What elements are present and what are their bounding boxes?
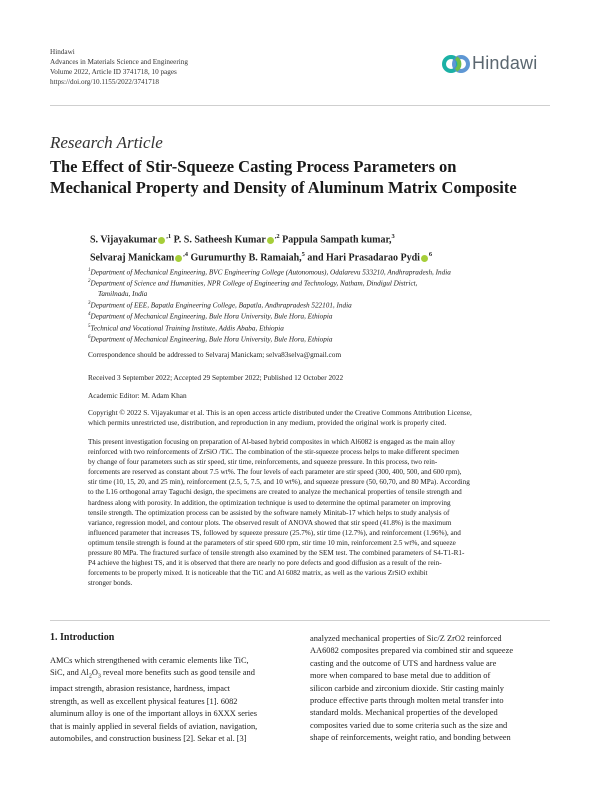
orcid-icon[interactable]: [175, 255, 182, 262]
abstract-line: influenced parameter that increases TS, followed by squeeze pressure (25.7%), stir time (12.7%), and reinforcement (1.96%), and: [88, 528, 461, 537]
abstract: [88, 437, 550, 588]
author-name[interactable]: Gurumurthy B. Ramaiah,: [190, 252, 302, 264]
abstract-line: P4 achieve the highest TS, and it is observed that there are nearly no pore defects and good diffusion as a result of the rein-: [88, 559, 442, 568]
abstract-line: stronger bonds.: [88, 579, 133, 588]
left-column: AMCs which strengthened with ceramic elements like TiC, SiC, and $Al_2O_3$ reveal more benefits such as good tensile and impact strength, abrasion resistance, hardness, impact strength, as well as excellent physical features [1]. 6082 aluminum alloy is one of the important alloys in 6XXX series that is mainly applied in several fields of aviation, navigation, automobiles, and construction business [2]. Sekar et al. [3]: [50, 656, 258, 744]
author-name[interactable]: P. S. Satheesh Kumar: [173, 234, 266, 246]
author-name[interactable]: S. Vijayakumar: [90, 234, 158, 246]
orcid-icon[interactable]: [267, 237, 274, 244]
journal-info: [50, 47, 188, 87]
author-name[interactable]: and Hari Prasadarao Pydi: [307, 252, 420, 264]
author-name[interactable]: Selvaraj Manickam: [90, 252, 175, 264]
affiliation: $^6$Department of Mechanical Engineering, Bule Hora University, Bule Hora, Ethiopia: [88, 334, 333, 344]
abstract-line: stir time (10, 15, 20, and 25 min), reinforcement (2.5, 5, 7.5, and 10 wt%), and squeeze pressure (50, 60,70, and 80 MPa). According: [88, 478, 470, 487]
abstract-line: forcements are reserved as constant about 7.5 wt%. The four levels of each parameter are stir speed (300, 400, 500, and 600 rpm),: [88, 468, 462, 477]
academic-editor: Academic Editor: M. Adam Khan: [88, 391, 187, 400]
publisher-name: Hindawi: [50, 48, 75, 56]
title-line: Mechanical Property and Density of Aluminum Matrix Composite: [50, 178, 517, 197]
abstract-line: variance, regression model, and contour plots. The observed result of ANOVA showed that stir speed (41.8%) is the maximum: [88, 518, 452, 527]
hindawi-logo-icon: [442, 50, 472, 78]
abstract-line: forcements to be properly mixed. It is noticeable that the TiC and Al 6082 matrix, as well as the various ZrSiO exhibit: [88, 569, 428, 578]
abstract-line: pressure 80 MPa. The fractured surface of tensile strength also examined by the SEM test. The combined parameters of S4-T1-R1-: [88, 549, 465, 558]
volume-info: Volume 2022, Article ID 3741718, 10 pages: [50, 68, 177, 76]
affiliation: $^1$Department of Mechanical Engineering, BVC Engineering College (Autonomous), Odalarevu 533210, Andhrapradesh, India: [88, 268, 451, 277]
journal-name: Advances in Materials Science and Engineering: [50, 58, 188, 66]
article-dates: Received 3 September 2022; Accepted 29 September 2022; Published 12 October 2022: [88, 373, 344, 382]
hindawi-logo: [442, 50, 557, 78]
doi-link[interactable]: https://doi.org/10.1155/2022/3741718: [50, 78, 160, 86]
abstract-line: This present investigation focusing on preparation of Al-based hybrid composites in which Al6082 is engaged as the main alloy: [88, 438, 455, 446]
abstract-line: to the L16 orthogonal array Taguchi design, the specimens are created to analyze the mechanical properties of tensile strength and: [88, 488, 462, 497]
affiliation: $^5$Technical and Vocational Training Institute, Addis Ababa, Ethiopia: [88, 323, 284, 332]
article-title: [50, 156, 560, 198]
header-divider: [50, 105, 550, 106]
author-name[interactable]: Pappula Sampath kumar,: [282, 234, 392, 246]
affiliation: $^4$Department of Mechanical Engineering, Bule Hora University, Bule Hora, Ethiopia: [88, 312, 333, 321]
orcid-icon[interactable]: [158, 237, 165, 244]
affiliations: [88, 266, 558, 344]
abstract-line: tensile strength. The optimization process can be assisted by the software namely Minitab-17 which helps to study analysis of: [88, 508, 450, 517]
correspondence: Correspondence should be addressed to Selvaraj Manickam; selva83selva@gmail.com: [88, 350, 342, 359]
copyright: Copyright © 2022 S. Vijayakumar et al. This is an open access article distributed under the Creative Commons Attribution License, which permits unrestricted use, distribution, and reproduction in any medium, provided the original work is properly cited.: [88, 408, 472, 427]
abstract-line: optimum tensile strength is found at the parameters of stir speed 600 rpm, stir time 10 min, reinforcement 2.5 wt%, and squeeze: [88, 538, 456, 547]
title-line: The Effect of Stir-Squeeze Casting Process Parameters on: [50, 157, 457, 176]
logo-text: Hindawi: [472, 53, 538, 73]
abstract-line: by change of four parameters such as stir speed, stir time, reinforcements, and squeeze pressure. In this process, two rein-: [88, 458, 438, 467]
affiliation: $^2$Department of Science and Humanities, NPR College of Engineering and Technology, Natham, Dindigul District,: [88, 279, 418, 288]
article-type: Research Article: [50, 133, 163, 152]
affiliation: Tamilnadu, India: [98, 289, 148, 298]
affiliation: $^3$Department of EEE, Bapatla Engineering College, Bapatla, Andhrapradesh 522101, India: [88, 300, 352, 310]
abstract-line: hardness along with porosity. In addition, the optimization technique is used to determine the optimal parameter on improving: [88, 498, 451, 507]
right-column: analyzed mechanical properties of Sic/Z ZrO2 reinforced AA6082 composites prepared via combined stir and squeeze casting and the outcome of UTS and hardness value are more when compared to base metal due to addition of silicon carbide and zirconium dioxide. Stir casting mainly produce effective parts through molten metal transfer into standard molds. Mechanical properties of the developed composites varied due to some criteria such as the size and shape of reinforcements, weight ratio, and bonding between: [310, 634, 514, 743]
author-list: S. Vijayakumar $^{,1}$ P. S. Satheesh Kumar $^{,2}$ Pappula Sampath kumar,$^3$ Selvaraj Manickam $^{,4}$ Gurumurthy B. Ramaiah,$^5$ and Hari Prasadarao Pydi $^6$: [90, 233, 433, 264]
section-divider: [50, 620, 550, 621]
abstract-line: reinforced with two reinforcements of ZrSiO /TiC. The combination of the stir-squeeze process helps to make different specimen: [88, 448, 459, 457]
orcid-icon[interactable]: [421, 255, 428, 262]
section-heading: 1. Introduction: [50, 632, 115, 643]
